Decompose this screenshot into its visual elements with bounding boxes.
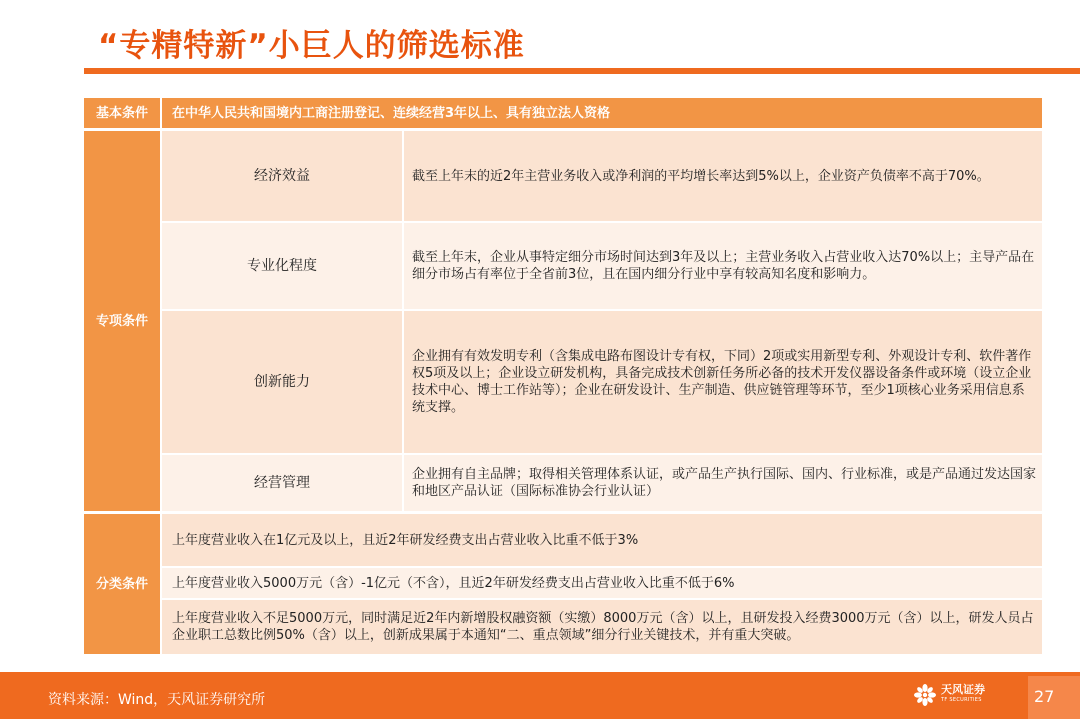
special-row-text: 企业拥有有效发明专利（含集成电路布图设计专有权，下同）2项或实用新型专利、外观设计专利、软件著作权5项及以上；企业设立研发机构，具备完成技术创新任务所必备的技术开发仪器设备条件或环境（设立企业技术中心、博士工作站等）；企业在研发设计、生产制造、供应链管理等环节，至少1项核心业务采用信息系统支撑。 — [404, 311, 1042, 453]
classify-row-text: 上年度营业收入5000万元（含）-1亿元（不含），且近2年研发经费支出占营业收入比重不低于6% — [162, 568, 1042, 598]
source-note: 资料来源：Wind，天风证券研究所 — [48, 692, 266, 708]
page-title: “专精特新”小巨人的筛选标准 — [98, 28, 525, 64]
page-number: 27 — [1034, 687, 1055, 706]
special-row-text: 企业拥有自主品牌；取得相关管理体系认证，或产品生产执行国际、国内、行业标准，或是产品通过发达国家和地区产品认证（国际标准协会行业认证） — [404, 455, 1042, 511]
pinwheel-logo-icon — [912, 683, 938, 707]
classify-row-text: 上年度营业收入在1亿元及以上，且近2年研发经费支出占营业收入比重不低于3% — [162, 514, 1042, 566]
special-row-name: 创新能力 — [162, 311, 402, 453]
special-condition-label: 专项条件 — [84, 131, 160, 511]
title-underline — [84, 68, 1080, 74]
basic-condition-text: 在中华人民共和国境内工商注册登记、连续经营3年以上、具有独立法人资格 — [162, 98, 1042, 128]
logo-name: 天风证券 — [941, 683, 985, 696]
classify-condition-label: 分类条件 — [84, 514, 160, 654]
classify-row-text: 上年度营业收入不足5000万元，同时满足近2年内新增股权融资额（实缴）8000万元（含）以上，且研发投入经费3000万元（含）以上，研发人员占企业职工总数比例50%（含）以上，创新成果属于本通知“二、重点领域”细分行业关键技术，并有重大突破。 — [162, 600, 1042, 654]
special-row-text: 截至上年末，企业从事特定细分市场时间达到3年及以上；主营业务收入占营业收入达70%以上；主导产品在细分市场占有率位于全省前3位，且在国内细分行业中享有较高知名度和影响力。 — [404, 223, 1042, 309]
logo-name-en: TF SECURITIES — [941, 697, 982, 703]
special-row-text: 截至上年末的近2年主营业务收入或净利润的平均增长率达到5%以上，企业资产负债率不高于70%。 — [404, 131, 1042, 221]
special-row-name: 经济效益 — [162, 131, 402, 221]
special-row-name: 经营管理 — [162, 455, 402, 511]
basic-condition-label: 基本条件 — [84, 98, 160, 128]
special-row-name: 专业化程度 — [162, 223, 402, 309]
company-logo — [912, 683, 985, 707]
